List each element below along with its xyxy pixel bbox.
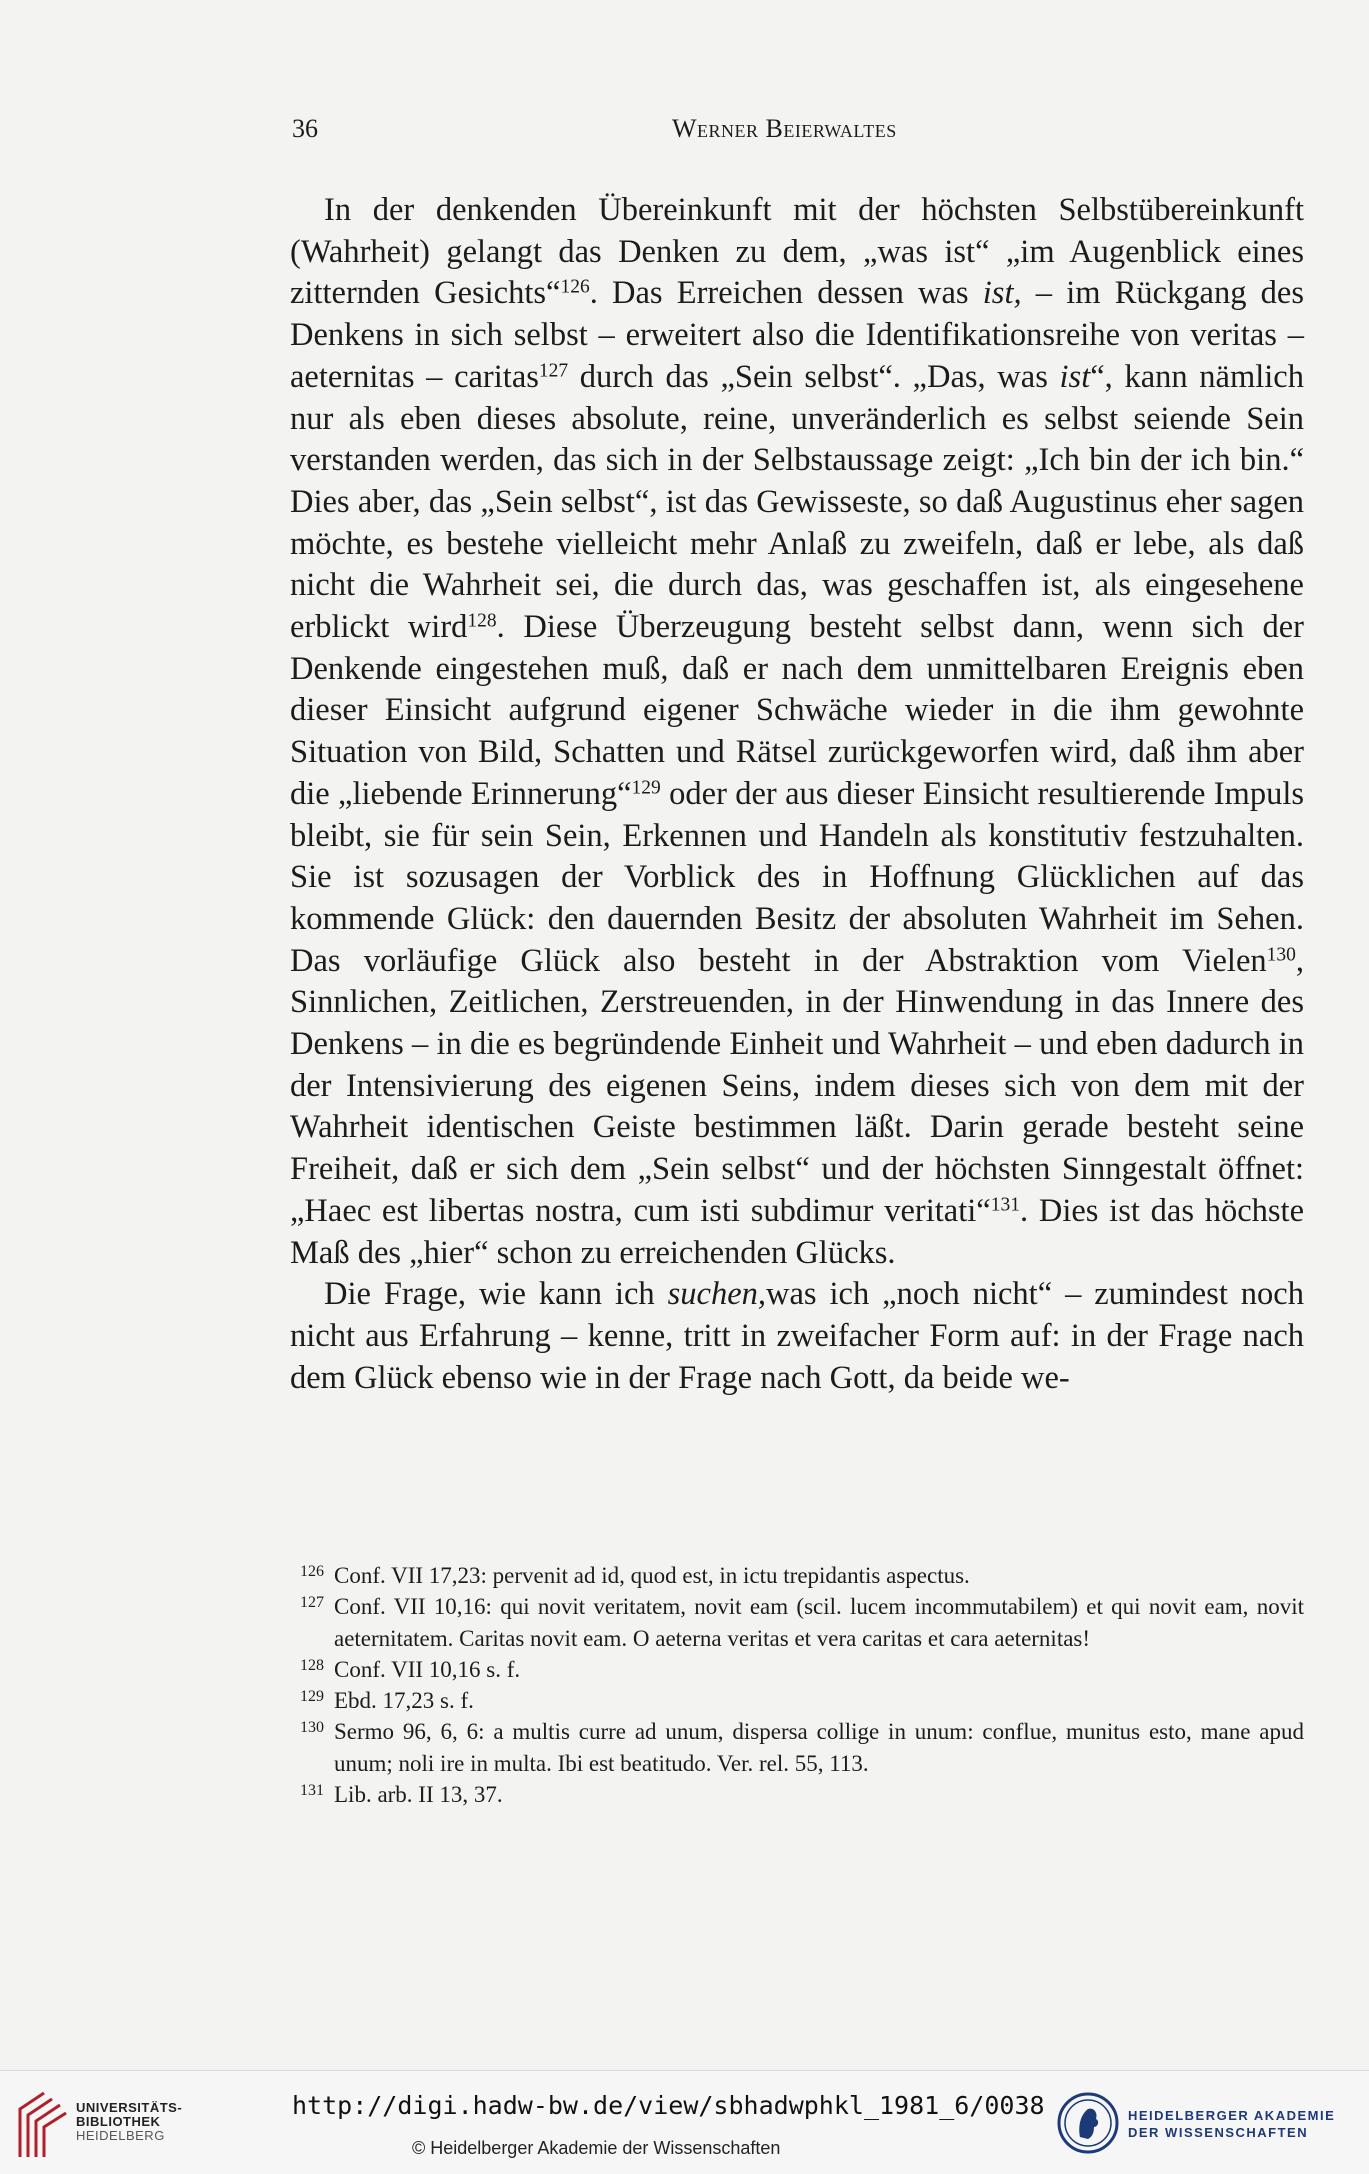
- running-head: Werner Beierwaltes: [672, 114, 897, 143]
- academy-seal-icon: [1056, 2091, 1120, 2155]
- footnote: [290, 1654, 1304, 1685]
- university-library-logo-icon: [14, 2089, 70, 2159]
- text-run: , Sinnlichen, Zeitlichen, Zerstreuenden, in der Hinwendung in das Innere des Denkens – in die es begründende Einheit und Wahrheit – und eben dadurch in der Intensivierung des eigenen Seins, indem dieses sich von dem mit der Wahrheit identischen Geiste bestimmen läßt. Darin gerade besteht seine Freiheit, daß er sich dem „Sein selbst“ und der höchsten Sinngestalt öffnet: „Haec est libertas nostra, cum isti subdimur veritati“: [290, 942, 1304, 1229]
- text-run: In der denkenden Übereinkunft mit der höchsten Selbstübereinkunft (Wahrheit) gelangt das Denken zu dem, „was ist“ „im Augenblick eines zitternden Gesichts“: [290, 192, 1304, 312]
- footnote-number: 127: [300, 1594, 324, 1612]
- text-run: . Dies ist das höchste Maß des „hier“ schon zu erreichenden Glücks.: [290, 1192, 1304, 1271]
- permalink-url[interactable]: http://digi.hadw-bw.de/view/sbhadwphkl_1981_6/0038: [292, 2091, 1045, 2120]
- footnote-ref[interactable]: 130: [1266, 943, 1296, 965]
- footnote-ref[interactable]: 129: [631, 777, 661, 799]
- page-number: 36: [292, 114, 318, 143]
- footnote-number: 131: [300, 1782, 324, 1800]
- text-run: was ich „noch nicht“ – zumindest noch nicht aus Erfahrung – kenne, tritt in zweifacher Form auf: in der Frage nach dem Glück ebenso wie in der Frage nach Gott, da beide we-: [290, 1276, 1304, 1396]
- library-name-line: UNIVERSITÄTS-: [76, 2100, 183, 2115]
- text-run: . Diese Überzeugung besteht selbst dann, wenn sich der Denkende eingestehen muß, daß er nach dem unmittelbaren Ereignis eben dieser Einsicht aufgrund eigener Schwäche wieder in die ihm gewohnte Situation von Bild, Schatten und Rätsel zurückgeworfen wird, daß ihm aber die „liebende Erinnerung“: [290, 609, 1304, 812]
- footnote-ref[interactable]: 128: [467, 610, 497, 632]
- italic-run: suchen,: [667, 1276, 766, 1313]
- library-name: [76, 2101, 182, 2143]
- footnotes: [290, 1560, 1304, 1810]
- academy-name-line: DER WISSENSCHAFTEN: [1128, 2125, 1309, 2140]
- footnote: [290, 1685, 1304, 1716]
- library-name-line: BIBLIOTHEK: [76, 2114, 161, 2129]
- main-text: [290, 190, 1304, 1399]
- academy-name: [1128, 2107, 1335, 2141]
- footnote-ref[interactable]: 127: [538, 360, 569, 382]
- footnote-text: Lib. arb. II 13, 37.: [334, 1782, 503, 1808]
- footnote-number: 129: [300, 1688, 324, 1706]
- library-name-line: HEIDELBERG: [76, 2128, 165, 2143]
- text-run: “, kann nämlich nur als eben dieses absolute, reine, unveränderlich es selbst seiende Sein verstanden werden, das sich in der Selbstaussage zeigt: „Ich bin der ich bin.“ Dies aber, das „Sein selbst“, ist das Gewisseste, so daß Augustinus eher sagen möchte, es bestehe vielleicht mehr Anlaß zu zweifeln, daß er lebe, als daß nicht die Wahrheit sei, die durch das, was geschaffen ist, als eingesehene erblickt wird: [290, 358, 1304, 646]
- text-run: durch das „Sein selbst“. „Das, was: [568, 358, 1060, 395]
- footnote-number: 126: [300, 1563, 324, 1580]
- italic-run: ist,: [982, 275, 1022, 312]
- footnote-text: Sermo 96, 6, 6: a multis curre ad unum, dispersa collige in unum: conflue, munitus esto, mane apud unum; noli ire in multa. Ibi est beatitudo. Ver. rel. 55, 113.: [334, 1719, 1304, 1776]
- italic-run: ist: [1059, 358, 1091, 395]
- footnote-number: 128: [300, 1656, 324, 1674]
- footnote-text: Conf. VII 17,23: pervenit ad id, quod est, in ictu trepidantis aspectus.: [334, 1563, 970, 1588]
- text-run: oder der aus dieser Einsicht resultierende Impuls bleibt, sie für sein Sein, Erkennen und Handeln als konstitutiv festzuhalten. Sie ist sozusagen der Vorblick des in Hoffnung Glücklichen auf das kommende Glück: den dauernden Besitz der absoluten Wahrheit im Sehen. Das vorläufige Glück also besteht in der Abstraktion vom Vielen: [290, 775, 1305, 979]
- footnote-text: Conf. VII 10,16: qui novit veritatem, novit eam (scil. lucem incommutabilem) et qui novit eam, novit aeternitatem. Caritas novit eam. O aeterna veritas et vera caritas et cara aeternitas!: [334, 1594, 1304, 1651]
- text-run: Die Frage, wie kann ich: [324, 1276, 668, 1313]
- footer-bar: [0, 2070, 1369, 2174]
- footnote-text: Conf. VII 10,16 s. f.: [334, 1656, 521, 1682]
- copyright-notice: © Heidelberger Akademie der Wissenschaften: [412, 2138, 781, 2158]
- text-run: . Das Erreichen dessen was: [589, 275, 983, 312]
- academy-name-line: HEIDELBERGER AKADEMIE: [1128, 2108, 1336, 2123]
- paragraph: [290, 190, 1304, 1274]
- footnote: [290, 1716, 1304, 1779]
- footnote-ref[interactable]: 131: [990, 1194, 1020, 1216]
- footnote: [290, 1591, 1304, 1654]
- footnote: [290, 1560, 1304, 1591]
- footnote-ref[interactable]: 126: [560, 276, 590, 298]
- paragraph: [290, 1274, 1304, 1399]
- footnote-number: 130: [300, 1719, 324, 1737]
- text-run: – im Rückgang des Denkens in sich selbst – erweitert also die Identifikationsreihe von veritas – aeternitas – caritas: [290, 275, 1304, 395]
- footnote-text: Ebd. 17,23 s. f.: [334, 1688, 474, 1714]
- page-header: [292, 112, 932, 146]
- footnote: [290, 1779, 1304, 1810]
